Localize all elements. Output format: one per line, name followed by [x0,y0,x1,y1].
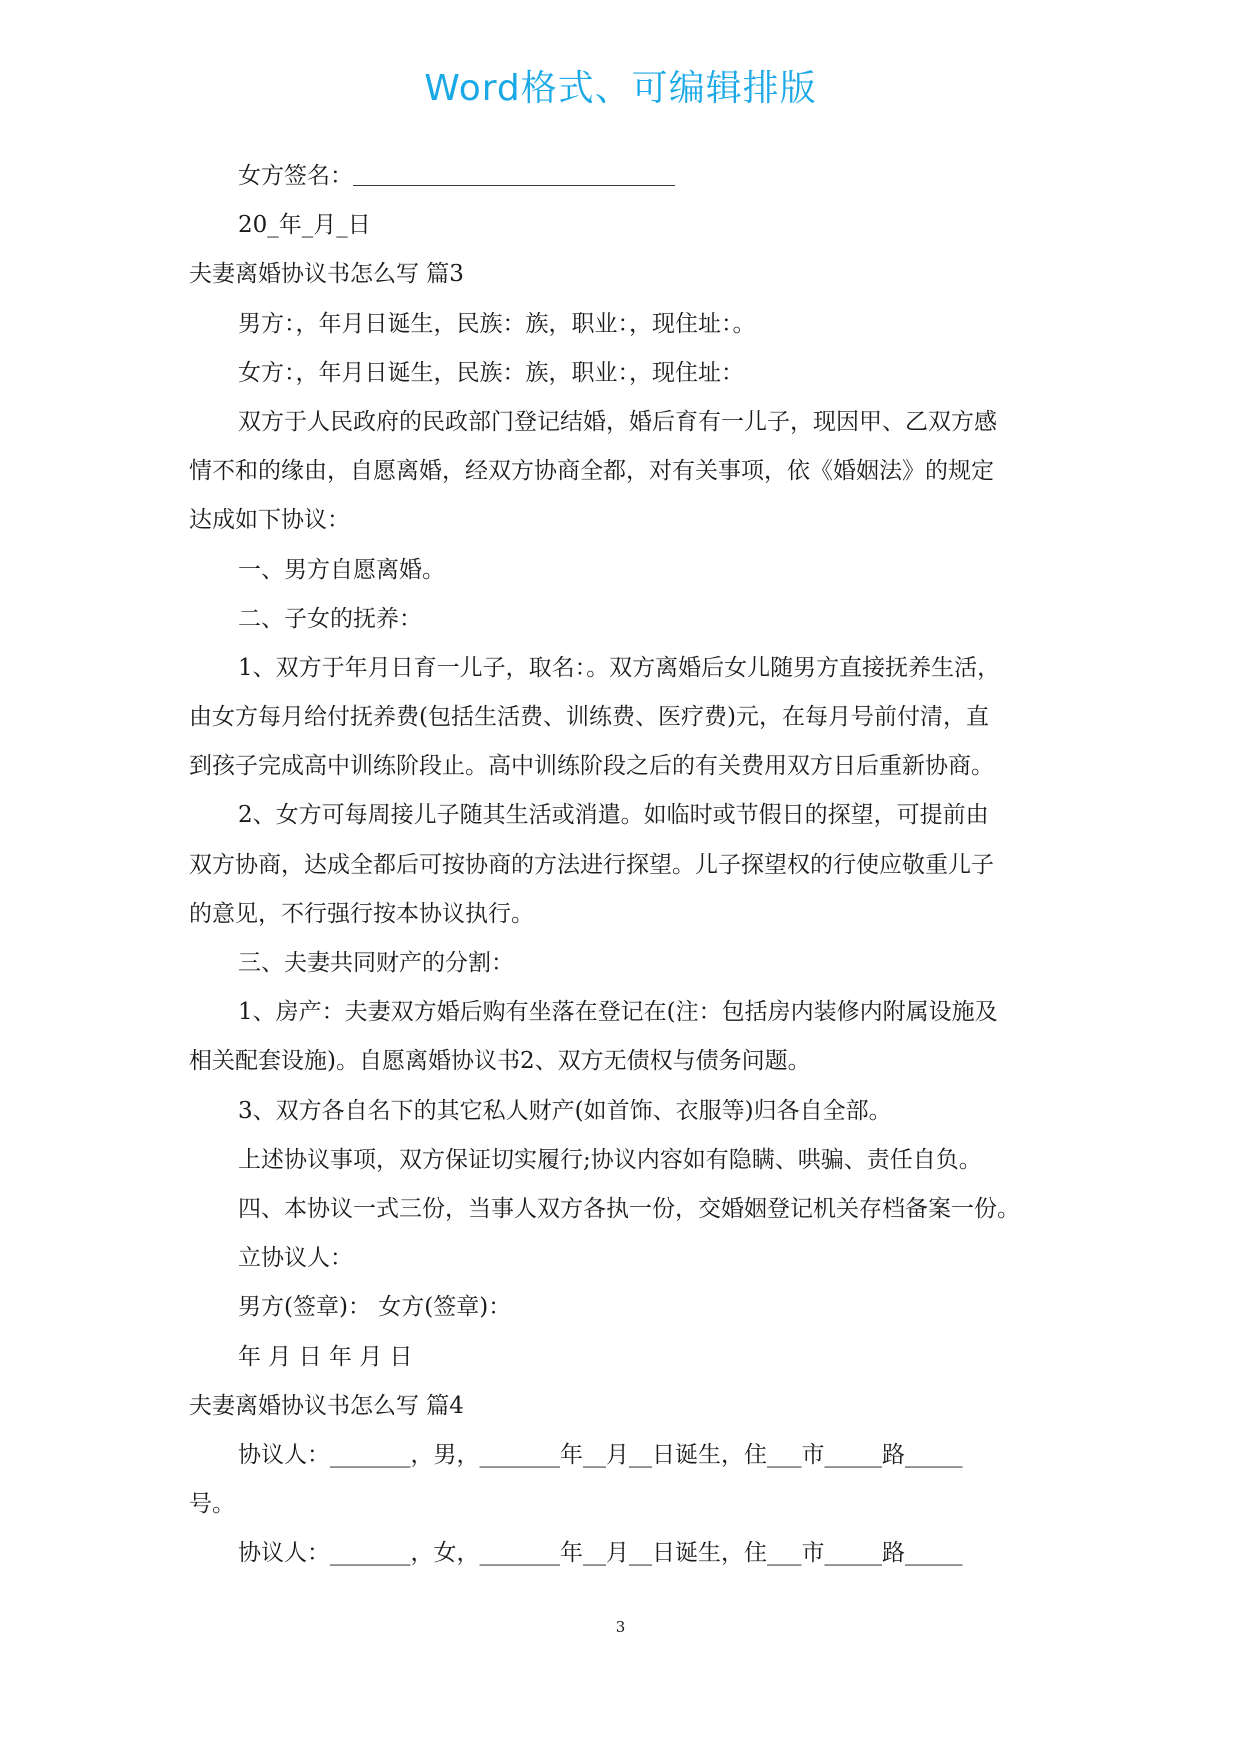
page-number: 3 [615,1618,626,1636]
text-line: 达成如下协议： [189,507,350,534]
text-line: 双方协商，达成全都后可按协商的方法进行探望。儿子探望权的行使应敬重儿子 [189,851,994,878]
text-line: 夫妻离婚协议书怎么写 篇3 [189,261,464,288]
text-line: 1、双方于年月日育一儿子，取名：。双方离婚后女儿随男方直接抚养生活， [238,654,1001,681]
text-line: 3、双方各自名下的其它私人财产(如首饰、衣服等)归各自全部。 [238,1097,892,1124]
text-line: 夫妻离婚协议书怎么写 篇4 [189,1392,464,1419]
text-line: 由女方每月给付抚养费(包括生活费、训练费、医疗费)元，在每月号前付清，直 [189,704,989,731]
text-line: 上述协议事项，双方保证切实履行;协议内容如有隐瞒、哄骗、责任自负。 [238,1146,982,1173]
text-line: 2、女方可每周接儿子随其生活或消遣。如临时或节假日的探望，可提前由 [238,802,989,829]
text-line: 男方：，年月日诞生，民族：族，职业：，现住址：。 [238,310,756,337]
text-line: 三、夫妻共同财产的分割： [238,950,514,976]
text-line: 20_年_月_日 [238,212,371,239]
text-line: 情不和的缘由，自愿离婚，经双方协商全都，对有关事项，依《婚姻法》的规定 [189,458,994,485]
text-line: 1、房产：夫妻双方婚后购有坐落在登记在(注：包括房内装修内附属设施及 [238,999,998,1026]
text-line: 女方：，年月日诞生，民族：族，职业：，现住址： [238,359,744,386]
text-line: 协议人：_______，男，_______年__月__日诞生，住___市_____路_____ [238,1441,963,1468]
text-line: 立协议人： [238,1245,353,1272]
document-body [189,152,1051,1578]
text-line: 协议人：_______，女，_______年__月__日诞生，住___市_____路_____ [238,1540,963,1567]
text-line: 四、本协议一式三份，当事人双方各执一份，交婚姻登记机关存档备案一份。 [238,1195,1020,1222]
text-line: 双方于人民政府的民政部门登记结婚，婚后育有一儿子，现因甲、乙双方感 [238,408,997,435]
text-line: 号。 [189,1491,235,1518]
document-banner-title: Word格式、可编辑排版 [424,68,817,109]
text-line: 的意见，不行强行按本协议执行。 [189,900,534,927]
text-line: 女方签名：＿＿＿＿＿＿＿＿＿＿＿＿＿＿ [238,163,675,189]
text-line: 年 月 日 年 月 日 [238,1343,413,1370]
text-line: 相关配套设施)。自愿离婚协议书2、双方无债权与债务问题。 [189,1048,811,1075]
text-line: 一、男方自愿离婚。 [238,556,445,583]
text-line: 到孩子完成高中训练阶段止。高中训练阶段之后的有关费用双方日后重新协商。 [189,753,994,780]
text-line: 男方(签章)： 女方(签章)： [238,1294,512,1321]
text-line: 二、子女的抚养： [238,605,422,632]
